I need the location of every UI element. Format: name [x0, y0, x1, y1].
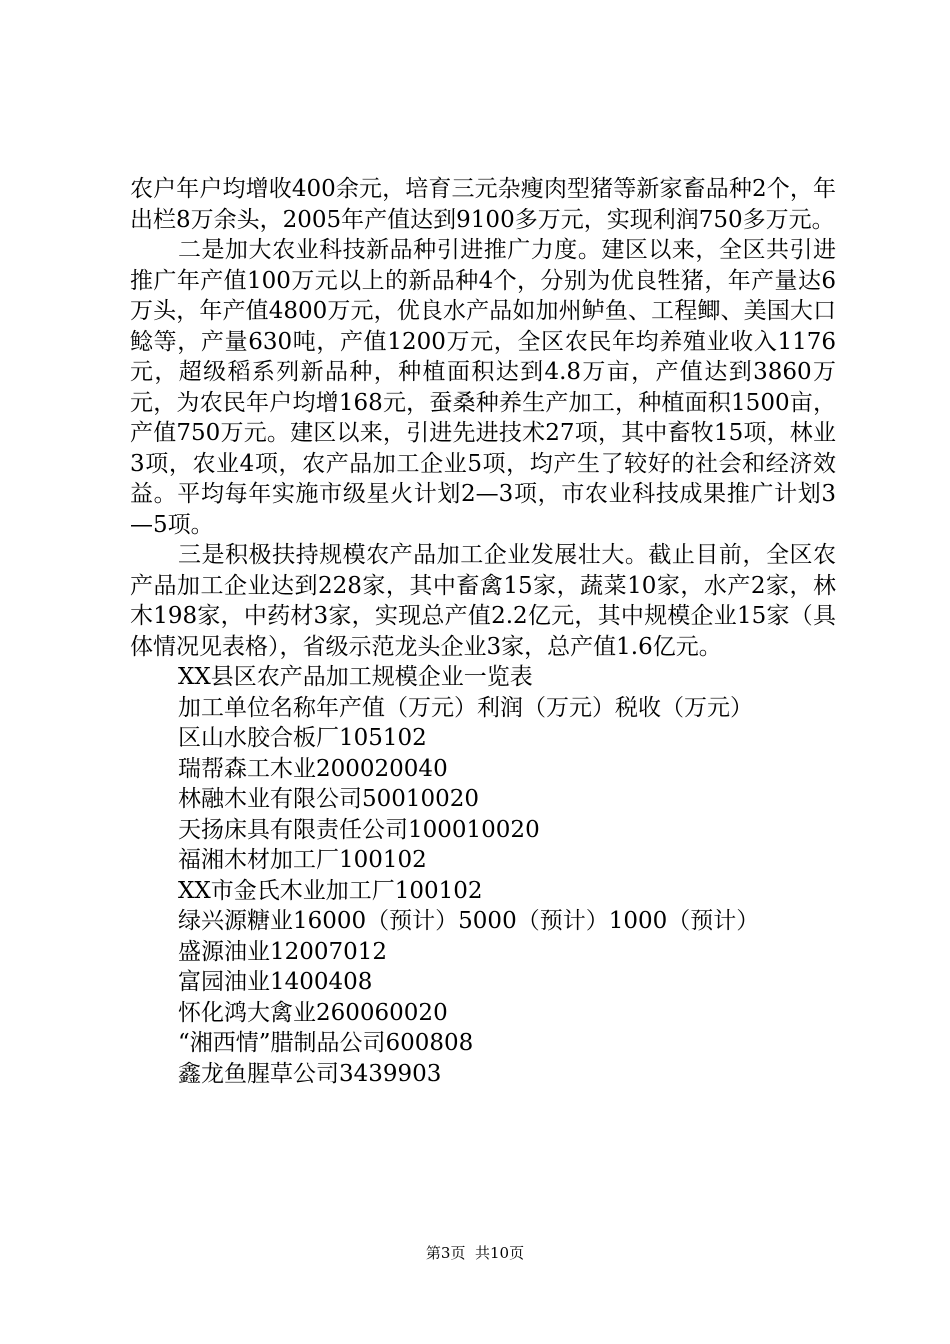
- paragraph-processing-enterprises: 三是积极扶持规模农产品加工企业发展壮大。截止目前，全区农产品加工企业达到228家，其中畜禽15家，蔬菜10家，水产2家，林木198家，中药材3家，实现总产值2.2亿元，其中规模企业15家（具体情况见表格），省级示范龙头企业3家，总产值1.6亿元。: [130, 542, 836, 660]
- table-title: XX县区农产品加工规模企业一览表: [178, 664, 533, 690]
- table-row: 区山水胶合板厂105102: [178, 725, 427, 751]
- enterprise-table: [130, 662, 836, 1089]
- table-row: 鑫龙鱼腥草公司3439903: [178, 1060, 442, 1087]
- paragraph-continuation: 农户年户均增收400余元，培育三元杂瘦肉型猪等新家畜品种2个，年出栏8万余头，2005年产值达到9100多万元，实现利润750多万元。: [130, 176, 836, 233]
- table-row: 林融木业有限公司50010020: [178, 786, 480, 812]
- table-row: 天扬床具有限责任公司100010020: [178, 816, 540, 843]
- table-row: 富园油业1400408: [178, 969, 373, 995]
- table-row: 怀化鸿大禽业260060020: [178, 999, 448, 1026]
- table-row: XX市金氏木业加工厂100102: [178, 877, 483, 904]
- page-number-footer: 第3页 共10页: [425, 1244, 525, 1262]
- table-row: “湘西情”腊制品公司600808: [178, 1030, 474, 1056]
- table-header: 加工单位名称年产值（万元）利润（万元）税收（万元）: [178, 694, 753, 721]
- table-row: 福湘木材加工厂100102: [178, 847, 427, 873]
- table-row: 瑞帮森工木业200020040: [178, 755, 448, 782]
- table-row: 绿兴源糖业16000（预计）5000（预计）1000（预计）: [178, 908, 760, 934]
- table-row: 盛源油业12007012: [178, 938, 388, 965]
- paragraph-new-varieties: 二是加大农业科技新品种引进推广力度。建区以来，全区共引进推广年产值100万元以上的新品种4个，分别为优良牲猪，年产量达6万头，年产值4800万元，优良水产品如加州鲈鱼、工程鲫、美国大口鲶等，产量630吨，产值1200万元，全区农民年均养殖业收入1176元，超级稻系列新品种，种植面积达到4.8万亩，产值达到3860万元，为农民年户均增168元，蚕桑种养生产加工，种植面积1500亩，产值750万元。建区以来，引进先进技术27项，其中畜牧15项，林业3项，农业4项，农产品加工企业5项，均产生了较好的社会和经济效益。平均每年实施市级星火计划2—3项，市农业科技成果推广计划3—5项。: [130, 237, 836, 538]
- document-body: [130, 174, 836, 1089]
